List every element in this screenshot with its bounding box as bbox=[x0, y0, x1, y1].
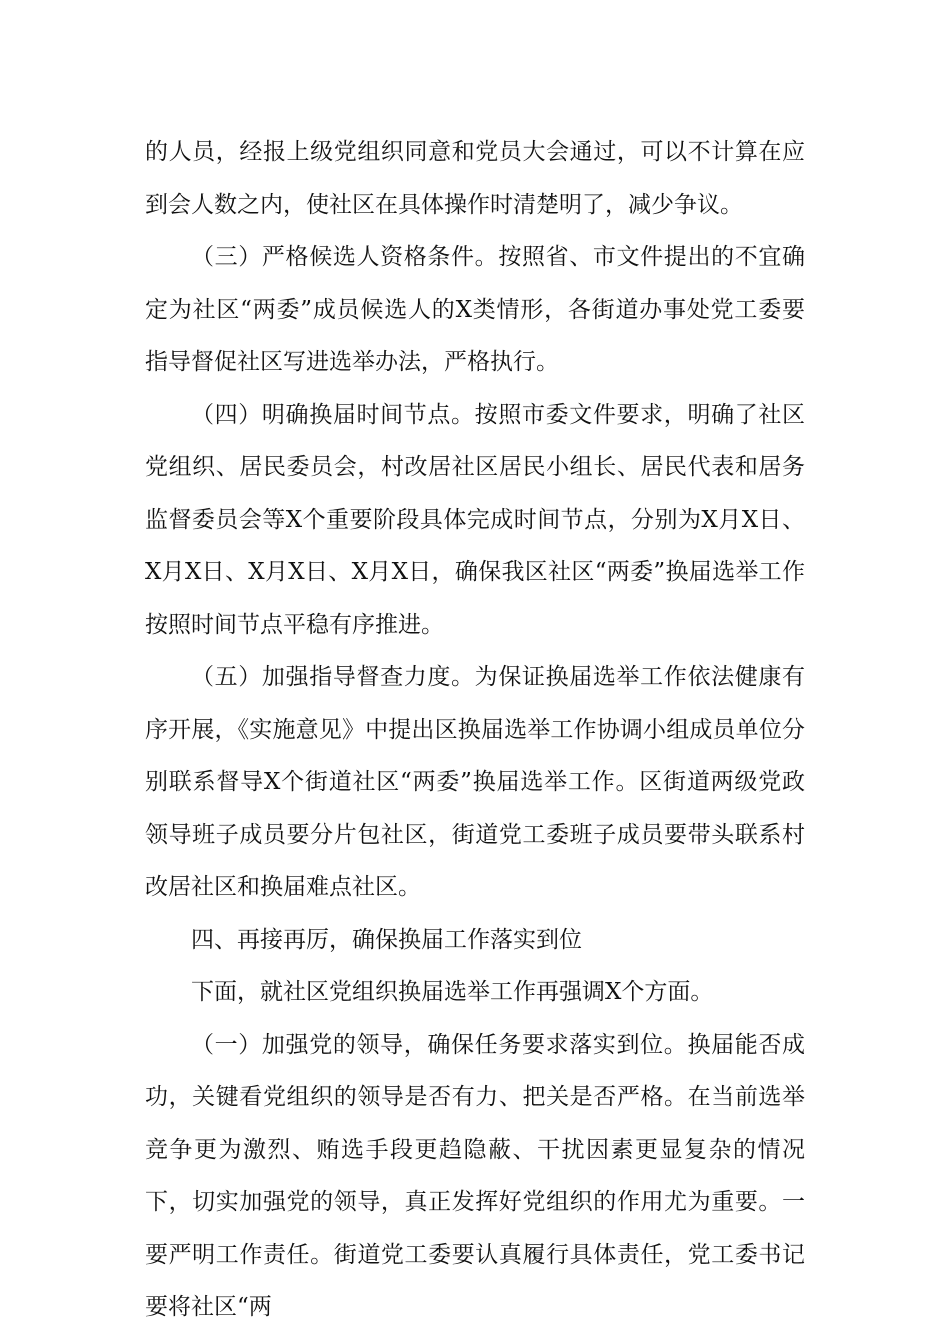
paragraph-3: （四）明确换届时间节点。按照市委文件要求，明确了社区党组织、居民委员会，村改居社区居民小组长、居民代表和居务监督委员会等X个重要阶段具体完成时间节点，分别为X月X日、X月X日、X月X日、X月X日，确保我区社区“两委”换届选举工作按照时间节点平稳有序推进。 bbox=[145, 401, 805, 638]
document-body bbox=[145, 126, 805, 1334]
paragraph-1: 的人员，经报上级党组织同意和党员大会通过，可以不计算在应到会人数之内，使社区在具体操作时清楚明了，减少争议。 bbox=[145, 139, 805, 218]
paragraph-5: 下面，就社区党组织换届选举工作再强调X个方面。 bbox=[191, 979, 714, 1005]
paragraph-4: （五）加强指导督查力度。为保证换届选举工作依法健康有序开展，《实施意见》中提出区换届选举工作协调小组成员单位分别联系督导X个街道社区“两委”换届选举工作。区街道两级党政领导班子成员要分片包社区，街道党工委班子成员要带头联系村改居社区和换届难点社区。 bbox=[145, 664, 805, 900]
paragraph-2: （三）严格候选人资格条件。按照省、市文件提出的不宜确定为社区“两委”成员候选人的X类情形，各街道办事处党工委要指导督促社区写进选举办法，严格执行。 bbox=[145, 244, 805, 375]
paragraph-6: （一）加强党的领导，确保任务要求落实到位。换届能否成功，关键看党组织的领导是否有力、把关是否严格。在当前选举竞争更为激烈、贿选手段更趋隐蔽、干扰因素更显复杂的情况下，切实加强党的领导，真正发挥好党组织的作用尤为重要。一要严明工作责任。街道党工委要认真履行具体责任，党工委书记要将社区“两 bbox=[145, 1031, 805, 1320]
section-heading: 四、再接再厉，确保换届工作落实到位 bbox=[191, 926, 582, 953]
